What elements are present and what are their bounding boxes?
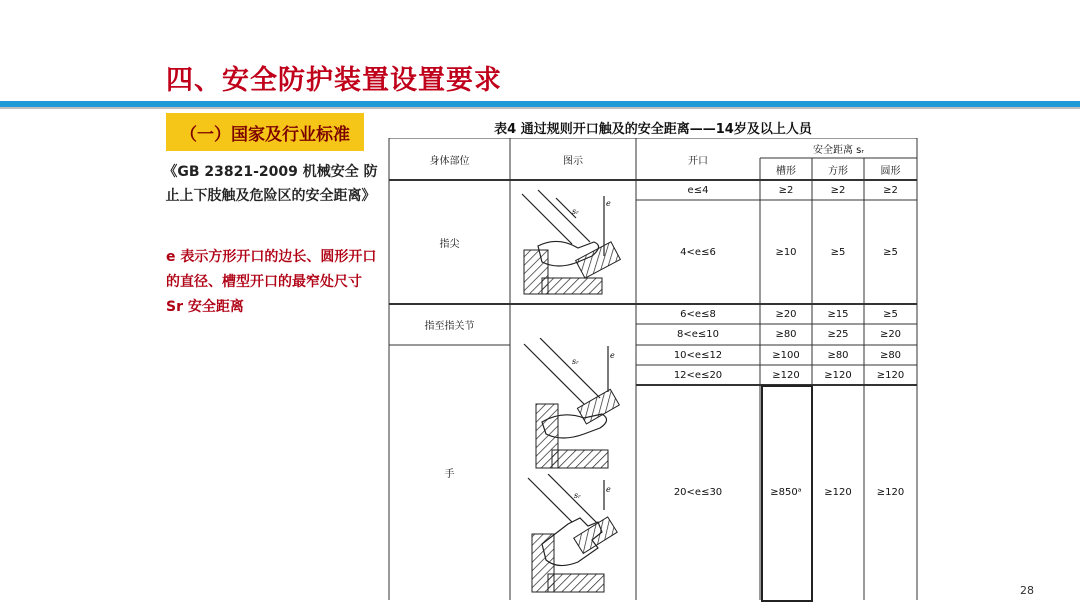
row-square: ≥80 bbox=[827, 349, 849, 361]
fig-label-sr: sᵣ bbox=[574, 491, 581, 500]
header-round: 圆形 bbox=[880, 165, 901, 177]
row-round: ≥5 bbox=[883, 246, 898, 258]
row-round: ≥5 bbox=[883, 308, 898, 320]
highlight-border bbox=[761, 385, 813, 602]
note-line-3: Sr 安全距离 bbox=[166, 299, 244, 315]
row-square: ≥120 bbox=[824, 487, 852, 498]
note-line-2: 的直径、槽型开口的最窄处尺寸 bbox=[166, 274, 362, 290]
row-opening: 6<e≤8 bbox=[680, 308, 716, 320]
row-square: ≥120 bbox=[824, 369, 852, 381]
page-title: 四、安全防护装置设置要求 bbox=[166, 65, 502, 96]
standard-line-2: 止上下肢触及危险区的安全距离》 bbox=[165, 188, 376, 204]
row-square: ≥25 bbox=[827, 329, 849, 340]
hand-illustration bbox=[518, 474, 630, 596]
header-square: 方形 bbox=[828, 165, 848, 177]
row-opening: 12<e≤20 bbox=[673, 369, 723, 381]
row-round: ≥20 bbox=[879, 329, 902, 340]
row-round: ≥120 bbox=[876, 369, 905, 381]
finger-joint-illustration bbox=[518, 338, 630, 470]
row-square: ≥5 bbox=[830, 246, 846, 258]
standard-line-1: 《GB 23821-2009 机械安全 防 bbox=[163, 164, 378, 180]
row-slot: ≥2 bbox=[778, 184, 794, 196]
row-opening: 4<e≤6 bbox=[680, 246, 716, 258]
section-badge: （一）国家及行业标准 bbox=[166, 113, 364, 151]
row-slot: ≥80 bbox=[775, 329, 797, 340]
row-round: ≥120 bbox=[876, 487, 905, 498]
row-square: ≥2 bbox=[830, 184, 846, 196]
table-caption: 表4 通过规则开口触及的安全距离——14岁及以上人员 bbox=[494, 122, 812, 137]
header-safety-distance: 安全距离 sᵣ bbox=[813, 144, 864, 156]
fig-label-e: e bbox=[606, 485, 611, 494]
row-opening: 8<e≤10 bbox=[677, 329, 719, 340]
header-body-part: 身体部位 bbox=[429, 155, 470, 167]
body-part-hand: 手 bbox=[444, 469, 455, 480]
row-slot: ≥120 bbox=[772, 369, 800, 381]
fig-label-sr: sᵣ bbox=[572, 207, 579, 216]
row-square: ≥15 bbox=[827, 308, 849, 320]
row-slot: ≥20 bbox=[775, 308, 797, 320]
body-part-fingertip: 指尖 bbox=[439, 238, 460, 250]
header-opening: 开口 bbox=[688, 155, 708, 167]
definition-note bbox=[166, 245, 381, 320]
header-figure: 图示 bbox=[563, 155, 583, 167]
header-slot: 槽形 bbox=[776, 165, 796, 177]
row-round: ≥80 bbox=[879, 349, 902, 361]
row-opening: 20<e≤30 bbox=[673, 487, 723, 498]
note-line-1: e 表示方形开口的边长、圆形开口 bbox=[166, 249, 377, 265]
fig-label-e: e bbox=[606, 199, 611, 208]
page-number: 28 bbox=[1020, 584, 1034, 597]
row-slot: ≥100 bbox=[772, 349, 800, 361]
standard-reference bbox=[158, 160, 383, 208]
row-slot: ≥850ᵃ bbox=[770, 487, 802, 498]
row-round: ≥2 bbox=[883, 184, 898, 196]
row-slot: ≥10 bbox=[775, 246, 797, 258]
header-underline bbox=[0, 107, 1080, 109]
body-part-finger-to-joint: 指至指关节 bbox=[424, 321, 475, 332]
row-opening: 10<e≤12 bbox=[673, 349, 723, 361]
fingertip-illustration bbox=[518, 186, 630, 298]
fig-label-e: e bbox=[610, 351, 615, 360]
row-opening: e≤4 bbox=[687, 184, 709, 196]
fig-label-sr: sᵣ bbox=[572, 357, 579, 366]
